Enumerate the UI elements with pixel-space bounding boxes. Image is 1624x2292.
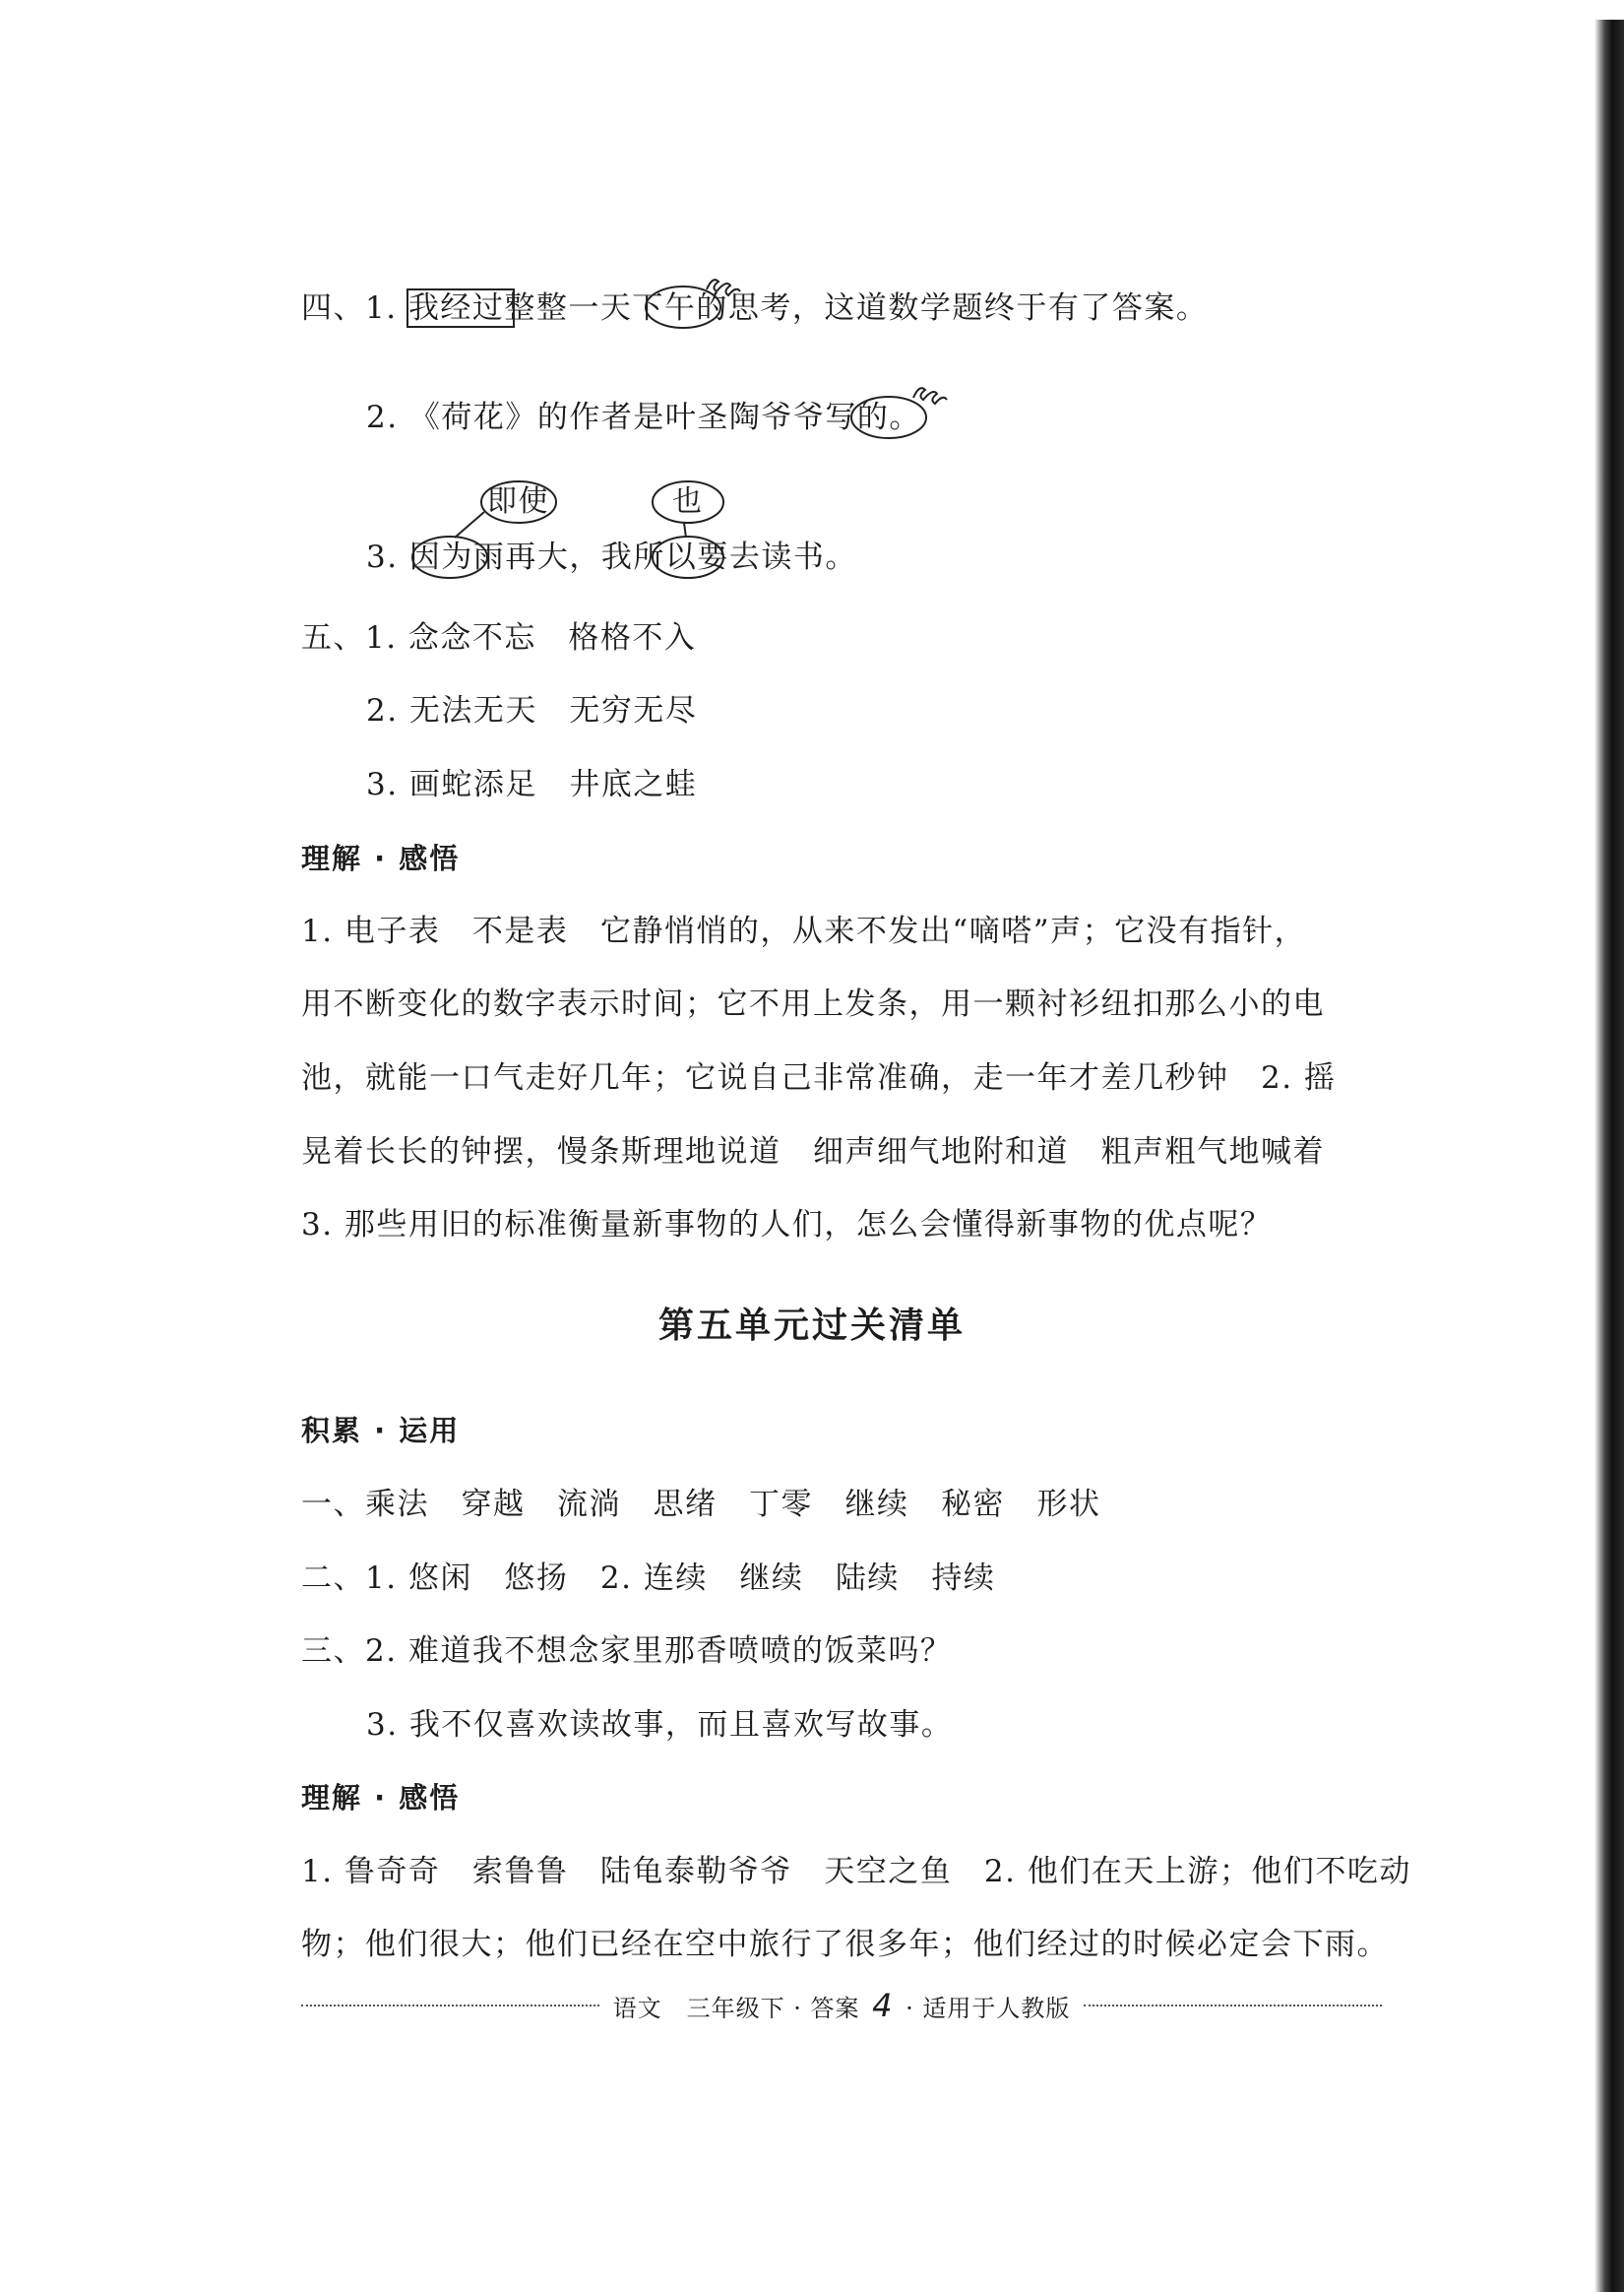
footer-subject: 语文 三年级下 · 答案 bbox=[612, 1995, 860, 2022]
comprehension1-line-3: 池，就能一口气走好几年；它说自己非常准确，走一年才差几秒钟 2. 摇 bbox=[301, 1060, 1337, 1096]
comprehension1-line-5: 3. 那些用旧的标准衡量新事物的人们，怎么会懂得新事物的优点呢？ bbox=[301, 1207, 1273, 1242]
section5-item1: 五、1. 念念不忘 格格不入 bbox=[301, 620, 697, 656]
comprehension1-line-1: 1. 电子表 不是表 它静悄悄的，从来不发出“嘀嗒”声；它没有指针， bbox=[301, 914, 1307, 949]
accum-line-2: 二、1. 悠闲 悠扬 2. 连续 继续 陆续 持续 bbox=[301, 1560, 996, 1596]
accum-line-4: 3. 我不仅喜欢读故事，而且喜欢写故事。 bbox=[366, 1707, 954, 1743]
accum-line-3: 三、2. 难道我不想念家里那香喷喷的饭菜吗？ bbox=[301, 1633, 953, 1669]
footer-rule-right bbox=[1084, 2005, 1382, 2006]
link-line-ye bbox=[684, 523, 686, 538]
comprehension1-line-2: 用不断变化的数字表示时间；它不用上发条，用一颗衬衫纽扣那么小的电 bbox=[301, 987, 1325, 1022]
accum-line-1: 一、乘法 穿越 流淌 思绪 丁零 继续 秘密 形状 bbox=[301, 1487, 1101, 1522]
comprehension2-line-1: 1. 鲁奇奇 索鲁鲁 陆龟泰勒爷爷 天空之鱼 2. 他们在天上游；他们不吃动 bbox=[301, 1854, 1411, 1889]
link-line-jishi bbox=[455, 512, 484, 538]
heading-comprehension-1: 理解 · 感悟 bbox=[301, 842, 461, 875]
heading-accumulation: 积累 · 运用 bbox=[301, 1414, 461, 1447]
section4-sentence1: 我经过整整一天下午的思考，这道数学题终于有了答案。 bbox=[407, 290, 1209, 326]
section4-prefix: 四、1. bbox=[301, 290, 398, 326]
insert-ye: 也 bbox=[672, 484, 704, 519]
section5-item2: 2. 无法无天 无穷无尽 bbox=[366, 693, 698, 729]
section4-item2: 2. 《荷花》的作者是叶圣陶爷爷写的。 bbox=[366, 400, 921, 435]
scan-edge-shadow bbox=[1594, 20, 1624, 2292]
page-number: 4 bbox=[872, 1987, 894, 2024]
footer-text bbox=[599, 1987, 1085, 2024]
heading-comprehension-2: 理解 · 感悟 bbox=[301, 1781, 461, 1814]
footer-rule-left bbox=[301, 2005, 599, 2006]
insert-jishi: 即使 bbox=[487, 484, 549, 519]
comprehension1-line-4: 晃着长长的钟摆，慢条斯理地说道 细声细气地附和道 粗声粗气地喊着 bbox=[301, 1134, 1325, 1170]
comprehension2-line-2: 物；他们很大；他们已经在空中旅行了很多年；他们经过的时候必定会下雨。 bbox=[301, 1927, 1389, 1962]
page-footer bbox=[301, 1987, 1382, 2024]
footer-edition: · 适用于人教版 bbox=[906, 1995, 1071, 2022]
unit5-title: 第五单元过关清单 bbox=[657, 1305, 966, 1346]
section4-item3: 3. 因为雨再大，我所以要去读书。 bbox=[366, 540, 857, 575]
section5-item3: 3. 画蛇添足 井底之蛙 bbox=[366, 767, 698, 802]
section4-item1 bbox=[301, 288, 1208, 328]
